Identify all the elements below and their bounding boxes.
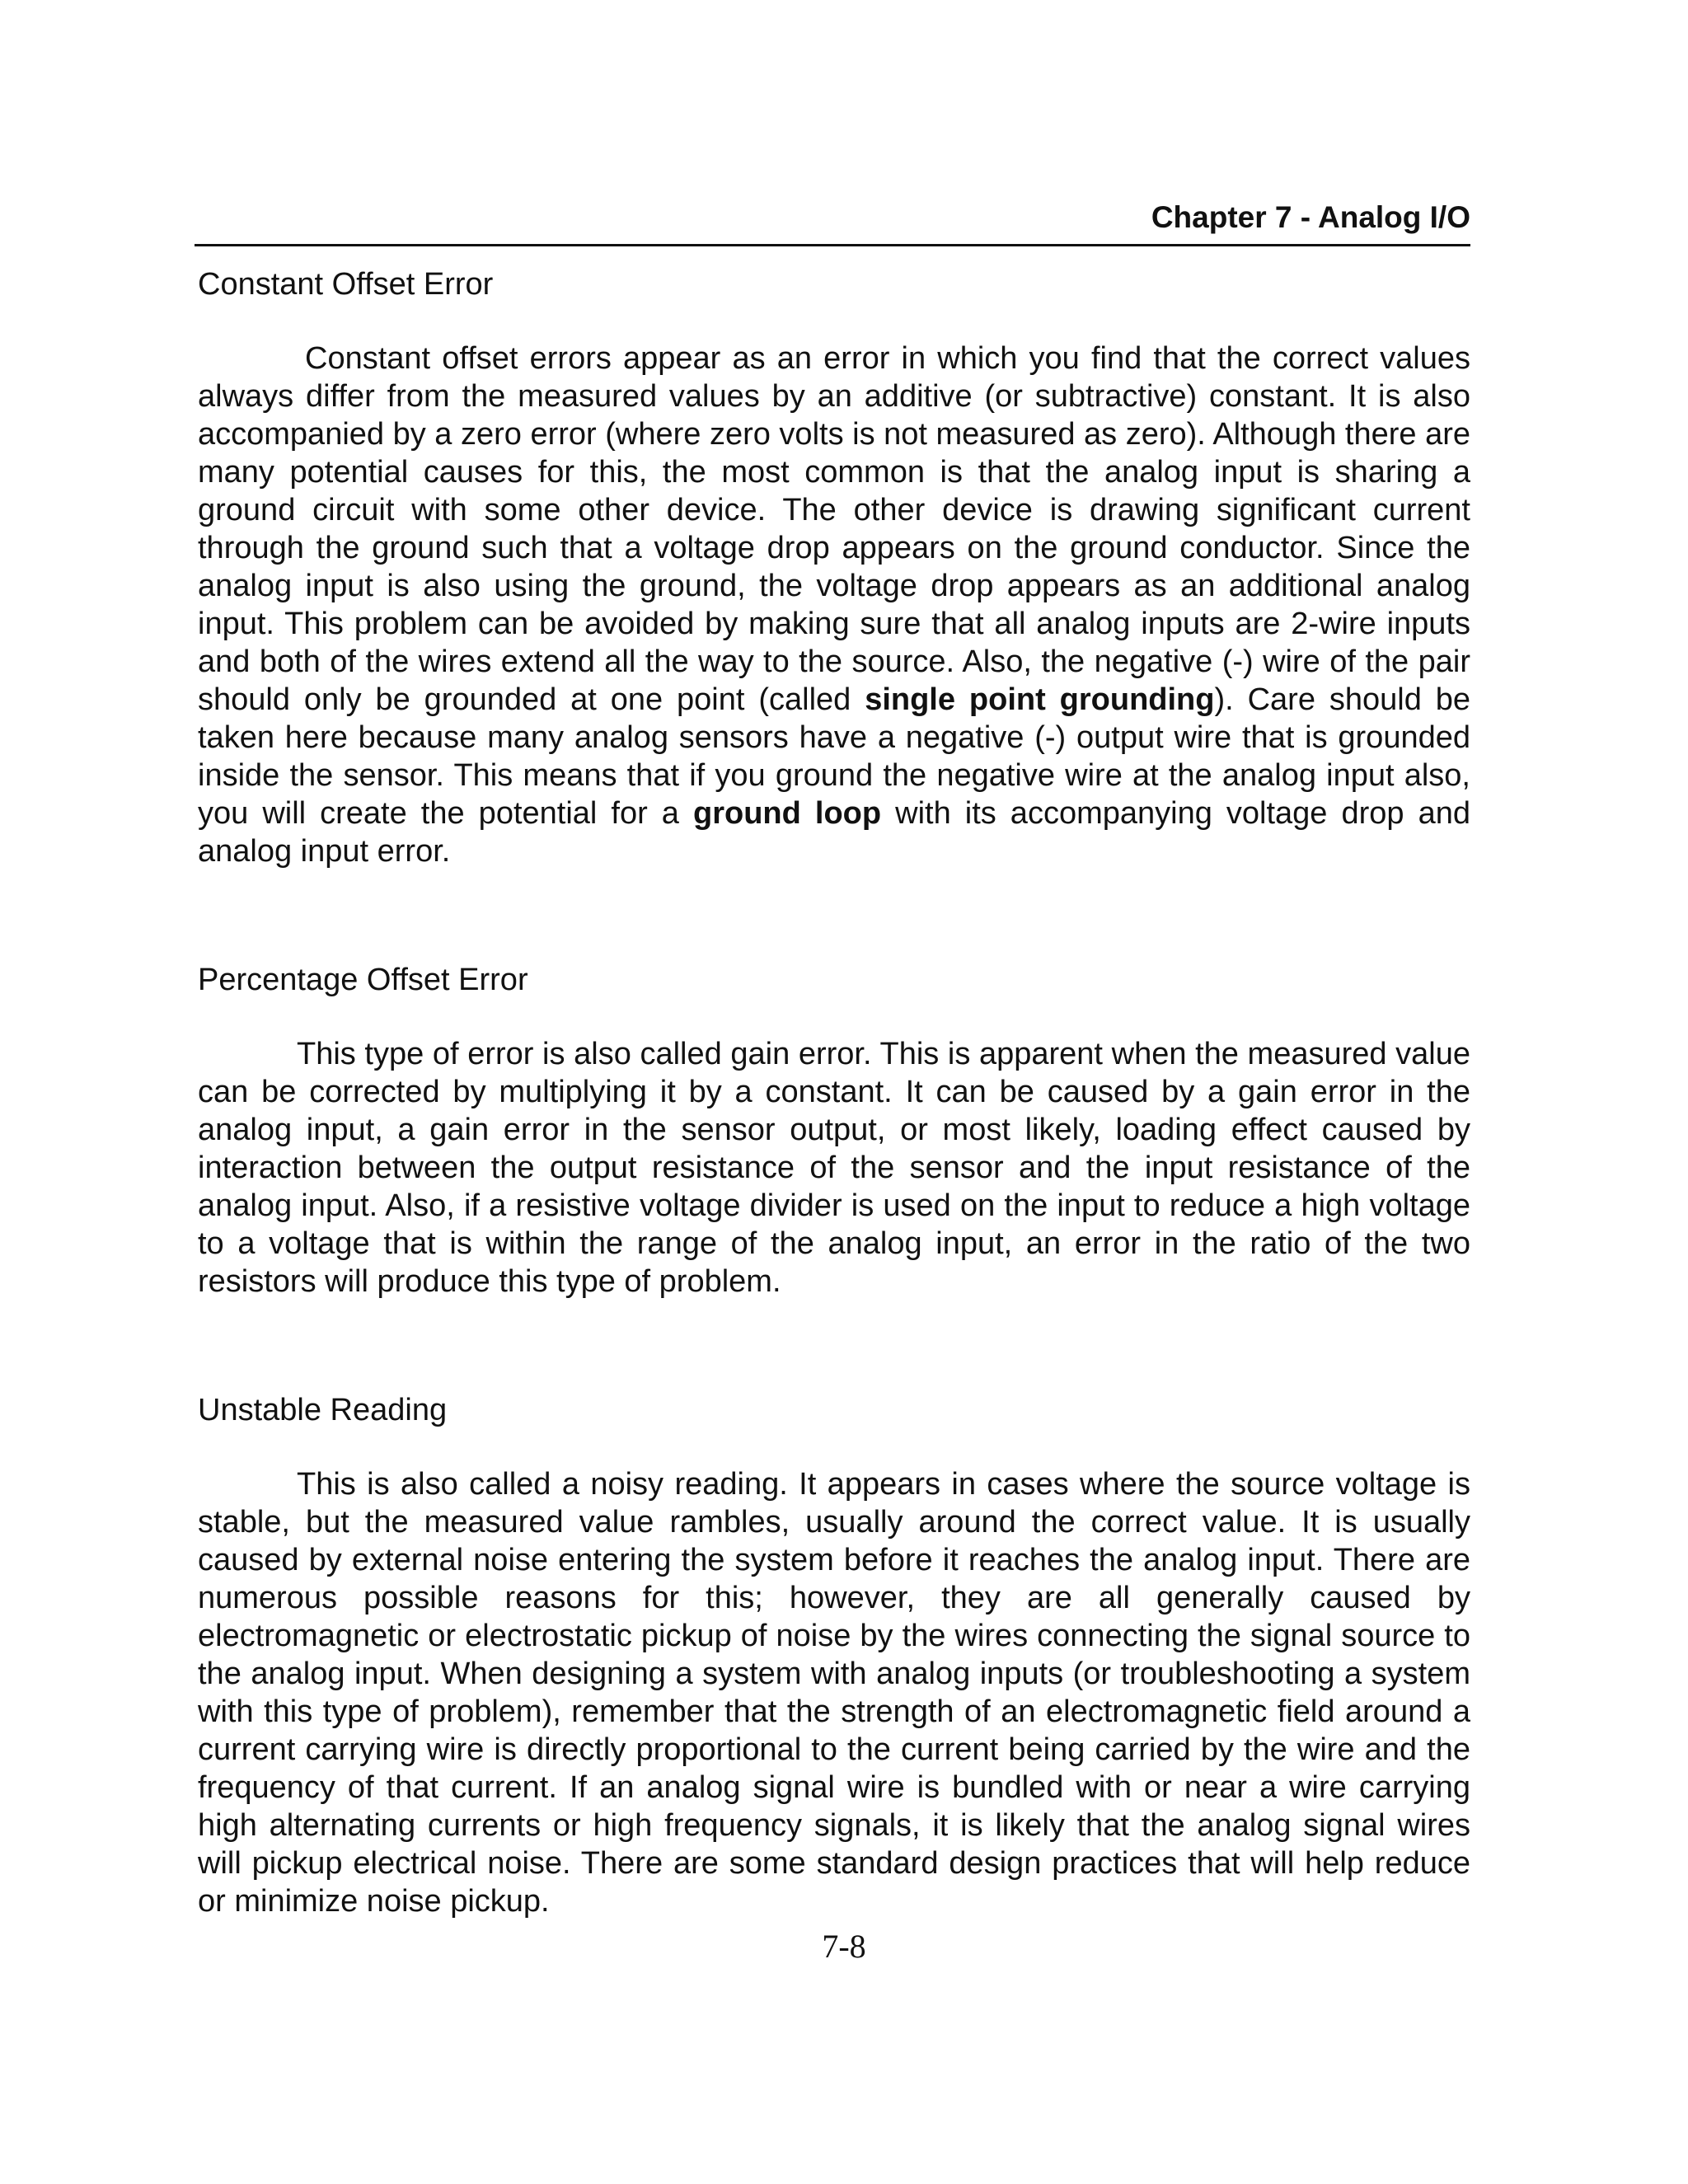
running-header bbox=[195, 198, 1470, 246]
section-paragraph: This is also called a noisy reading. It appears in cases where the source voltage is stable, but the measured value rambles, usually around the correct value. It is usually caused by external noise entering the system before it reaches the analog input. There are numerous possible reasons for this; however, they are all generally caused by electromagnetic or electrostatic pickup of noise by the wires connecting the signal source to the analog input. When designing a system with analog inputs (or troubleshooting a system with this type of problem), remember that the strength of an electromagnetic field around a current carrying wire is directly proportional to the current being carried by the wire and the frequency of that current. If an analog signal wire is bundled with or near a wire carrying high alternating currents or high frequency signals, it is likely that the analog signal wires will pickup electrical noise. There are some standard design practices that will help reduce or minimize noise pickup. bbox=[198, 1467, 1470, 1919]
section-constant-offset-error bbox=[198, 265, 1470, 870]
bold-term-single-point-grounding: single point grounding bbox=[865, 682, 1215, 717]
chapter-title: Chapter 7 - Analog I/O bbox=[1151, 200, 1470, 234]
paragraph-text: with its accompanying voltage drop and analog input error. bbox=[198, 796, 1470, 869]
section-percentage-offset-error bbox=[198, 961, 1470, 1301]
section-paragraph bbox=[198, 340, 1470, 870]
paragraph-text: ). Care should be taken here because many analog sensors have a negative (-) output wire that is grounded inside the sensor. This means that if you ground the negative wire at the analog input also, you will create the potential for a bbox=[198, 682, 1471, 831]
bold-term-ground-loop: ground loop bbox=[692, 796, 882, 831]
section-paragraph: This type of error is also called gain error. This is apparent when the measured value can be corrected by multiplying it by a constant. It can be caused by a gain error in the analog input, a gain error in the sensor output, or most likely, loading effect caused by interaction between the output resistance of the sensor and the input resistance of the analog input. Also, if a resistive voltage divider is used on the input to reduce a high voltage to a voltage that is within the range of the analog input, an error in the ratio of the two resistors will produce this type of problem. bbox=[198, 1037, 1470, 1299]
paragraph-text: Constant offset errors appear as an error in which you find that the correct values always differ from the measured values by an additive (or subtractive) constant. It is also accompanied by a zero error (where zero volts is not measured as zero). Although there are many potential causes for this, the most common is that the analog input is sharing a ground circuit with some other device. The other device is drawing significant current through the ground such that a voltage drop appears on the ground conductor. Since the analog input is also using the ground, the voltage drop appears as an additional analog input. This problem can be avoided by making sure that all analog inputs are 2-wire inputs and both of the wires extend all the way to the source. Also, the negative (-) wire of the pair should only be grounded at one point (called bbox=[198, 341, 1470, 717]
section-heading: Unstable Reading bbox=[198, 1393, 448, 1427]
page-content bbox=[198, 265, 1470, 1920]
page-number: 7-8 bbox=[822, 1928, 866, 1965]
section-unstable-reading bbox=[198, 1391, 1470, 1920]
section-heading: Percentage Offset Error bbox=[198, 963, 528, 997]
section-heading: Constant Offset Error bbox=[198, 267, 494, 302]
